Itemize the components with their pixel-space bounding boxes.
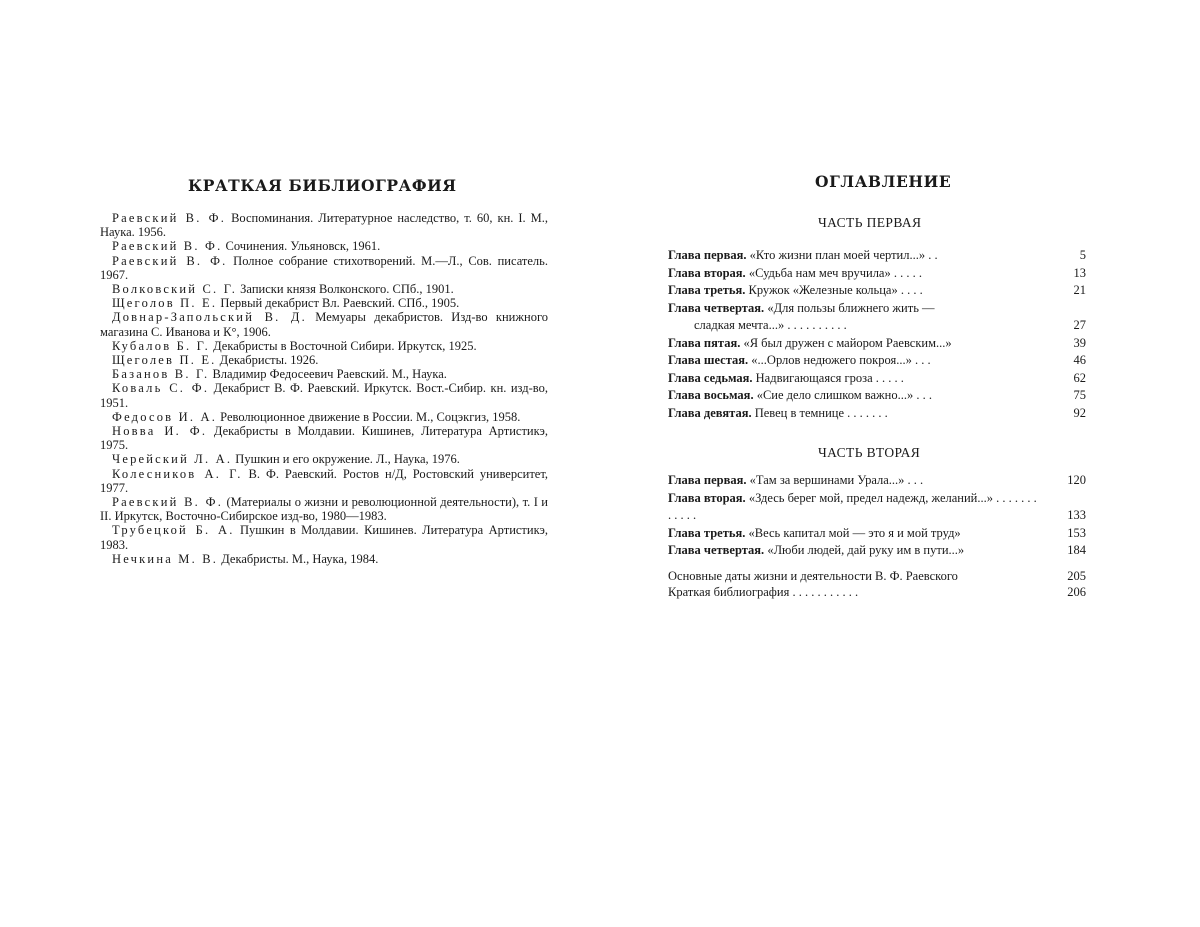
chapter-title: «Для пользы ближнего жить — (764, 300, 935, 315)
chapter-title: «Там за вершинами Урала...» . . . (746, 473, 924, 487)
toc-entry (668, 265, 1090, 283)
page-number: 75 (1073, 388, 1086, 402)
toc-entry (668, 282, 1090, 300)
bibliography-entry (100, 353, 548, 367)
chapter-title-continued: сладкая мечта...» . . . . . . . . . . (694, 318, 847, 332)
page-number: 39 (1073, 335, 1086, 350)
chapter-label: Глава пятая. (668, 335, 741, 350)
bib-text: Мемуары декабристов. Изд-во книжного магазина С. Иванова и К°, 1906. (100, 310, 549, 339)
bib-author: Нечкина М. В. (112, 551, 219, 566)
part-one-title: ЧАСТЬ ПЕРВАЯ (818, 215, 922, 230)
chapter-title: «Сие дело слишком важно...» . . . (753, 388, 932, 402)
page-number: 153 (1067, 525, 1086, 540)
bib-text: Владимир Федосеевич Раевский. М., Наука. (209, 367, 447, 382)
contents-heading: ОГЛАВЛЕНИЕ (815, 172, 952, 191)
chapter-label: Глава девятая. (668, 405, 752, 420)
chapter-label: Глава вторая. (668, 490, 746, 505)
toc-entry (668, 370, 1090, 388)
toc-entry (668, 387, 1090, 405)
chapter-title: «Весь капитал мой — это я и мой труд» (745, 525, 961, 540)
chapter-title: «Я был дружен с майором Раевским...» (740, 335, 952, 350)
chapter-label: Глава четвертая. (668, 300, 765, 315)
bib-text: Записки князя Волконского. СПб., 1901. (237, 282, 454, 297)
bibliography-entry (100, 381, 548, 409)
chapter-title: Певец в темнице . . . . . . . (751, 405, 888, 420)
appendix-title: Краткая библиография . . . . . . . . . . . (668, 585, 859, 599)
bib-author: Базанов В. Г. (112, 367, 210, 382)
bib-text: Декабристы в Молдавии. Кишинев, Литература Артистикэ, 1975. (100, 424, 548, 453)
chapter-label: Глава четвертая. (668, 543, 765, 557)
toc-entry (668, 405, 1090, 423)
bib-author: Щеголов П. Е. (112, 296, 218, 311)
toc-part-one (668, 247, 1090, 422)
toc-entry (668, 472, 1090, 490)
bib-author: Щеголев П. Е. (112, 353, 217, 368)
bibliography-entry (100, 452, 548, 466)
chapter-label: Глава первая. (668, 473, 747, 487)
bibliography-entry (100, 339, 548, 353)
bib-text: Декабристы. М., Наука, 1984. (218, 551, 379, 566)
page-number: 62 (1073, 370, 1086, 385)
bib-author: Черейский Л. А. (112, 452, 233, 467)
chapter-label: Глава шестая. (668, 353, 749, 367)
chapter-title: «...Орлов недюжего покроя...» . . . (748, 353, 931, 367)
bib-text: Воспоминания. Литературное наследство, т. 60, кн. I. М., Наука. 1956. (100, 211, 548, 240)
chapter-label: Глава третья. (668, 525, 746, 540)
bibliography-entry (100, 254, 548, 282)
chapter-label: Глава третья. (668, 283, 746, 297)
page-number: 133 (1067, 508, 1086, 522)
bib-text: Декабрист В. Ф. Раевский. Иркутск. Вост.-Сибир. кн. изд-во, 1951. (100, 381, 548, 410)
bibliography-entry (100, 367, 548, 381)
page-number: 5 (1079, 248, 1086, 262)
part-two-title: ЧАСТЬ ВТОРАЯ (818, 445, 921, 460)
bib-text: (Материалы о жизни и революционной деятельности), т. I и II. Иркутск, Восточно-Сибирское изд-во, 1980—1983. (100, 495, 548, 524)
chapter-title: «Здесь берег мой, предел надежд, желаний...» . . . . . . . . . . . . (668, 490, 1037, 522)
chapter-title: «Кто жизни план моей чертил...» . . (746, 248, 938, 262)
bib-author: Раевский В. Ф. (112, 211, 227, 225)
chapter-title: «Судьба нам меч вручила» . . . . . (745, 265, 922, 280)
bib-author: Раевский В. Ф. (112, 253, 228, 268)
bib-author: Раевский В. Ф. (112, 495, 224, 510)
right-page (665, 0, 1095, 927)
bib-text: Пушкин и его окружение. Л., Наука, 1976. (232, 452, 460, 467)
chapter-label: Глава вторая. (668, 265, 746, 280)
page-number: 205 (1067, 569, 1086, 583)
toc-entry (668, 335, 1090, 353)
bibliography-entry (100, 523, 548, 551)
chapter-title: Кружок «Железные кольца» . . . . (745, 283, 923, 297)
chapter-title: «Люби людей, дай руку им в пути...» (764, 543, 965, 557)
page-number: 92 (1073, 405, 1086, 420)
bibliography-entry (100, 282, 548, 296)
bibliography-entry (100, 211, 548, 239)
toc-appendix (668, 568, 1090, 600)
toc-part-two (668, 472, 1090, 560)
chapter-label: Глава седьмая. (668, 370, 753, 385)
toc-entry (668, 300, 1090, 335)
toc-entry (668, 490, 1090, 525)
bib-text: Декабристы. 1926. (216, 353, 319, 368)
toc-entry (668, 584, 1090, 600)
bib-author: Довнар-Запольский В. Д. (112, 310, 307, 325)
appendix-title: Основные даты жизни и деятельности В. Ф. Раевского (668, 569, 958, 583)
bib-author: Коваль С. Ф. (112, 381, 210, 396)
chapter-label: Глава восьмая. (668, 388, 754, 402)
bib-author: Волковский С. Г. (112, 282, 238, 297)
page-number: 27 (1073, 318, 1086, 332)
toc-entry (668, 352, 1090, 370)
bib-text: В. Ф. Раевский. Ростов н/Д, Ростовский университет, 1977. (100, 466, 548, 495)
toc-entry (668, 247, 1090, 265)
page-number: 206 (1067, 585, 1086, 599)
bib-text: Первый декабрист Вл. Раевский. СПб., 1905. (217, 296, 460, 311)
chapter-title: Надвигающаяся гроза . . . . . (752, 370, 904, 385)
bibliography-list (100, 211, 548, 566)
chapter-label: Глава первая. (668, 248, 747, 262)
bib-text: Пушкин в Молдавии. Кишинев. Литература Артистикэ, 1983. (100, 523, 548, 552)
bibliography-entry (100, 467, 548, 495)
toc-entry (668, 525, 1090, 543)
page-number: 120 (1067, 473, 1086, 487)
bibliography-entry (100, 239, 548, 253)
page-number: 184 (1067, 543, 1086, 557)
bibliography-entry (100, 310, 548, 338)
bib-author: Раевский В. Ф. (112, 239, 223, 254)
bibliography-entry (100, 410, 548, 424)
bib-author: Новва И. Ф. (112, 424, 208, 439)
bibliography-entry (100, 296, 548, 310)
left-page (100, 0, 550, 927)
page-number: 46 (1073, 353, 1086, 367)
bib-text: Революционное движение в России. М., Соцэкгиз, 1958. (217, 409, 521, 424)
bib-text: Полное собрание стихотворений. М.—Л., Сов. писатель. 1967. (100, 253, 548, 282)
toc-entry (668, 542, 1090, 560)
bibliography-heading: КРАТКАЯ БИБЛИОГРАФИЯ (188, 176, 457, 195)
page-number: 21 (1073, 283, 1086, 297)
bib-author: Трубецкой Б. А. (112, 523, 235, 538)
bib-text: Декабристы в Восточной Сибири. Иркутск, 1925. (210, 338, 477, 353)
bib-author: Колесников А. Г. (112, 466, 243, 481)
bib-author: Кубалов Б. Г. (112, 338, 210, 353)
bibliography-entry (100, 424, 548, 452)
bib-text: Сочинения. Ульяновск, 1961. (222, 239, 381, 254)
bib-author: Федосов И. А. (112, 409, 218, 424)
bibliography-entry (100, 552, 548, 566)
bibliography-entry (100, 495, 548, 523)
toc-entry (668, 568, 1090, 584)
page-number: 13 (1073, 265, 1086, 280)
